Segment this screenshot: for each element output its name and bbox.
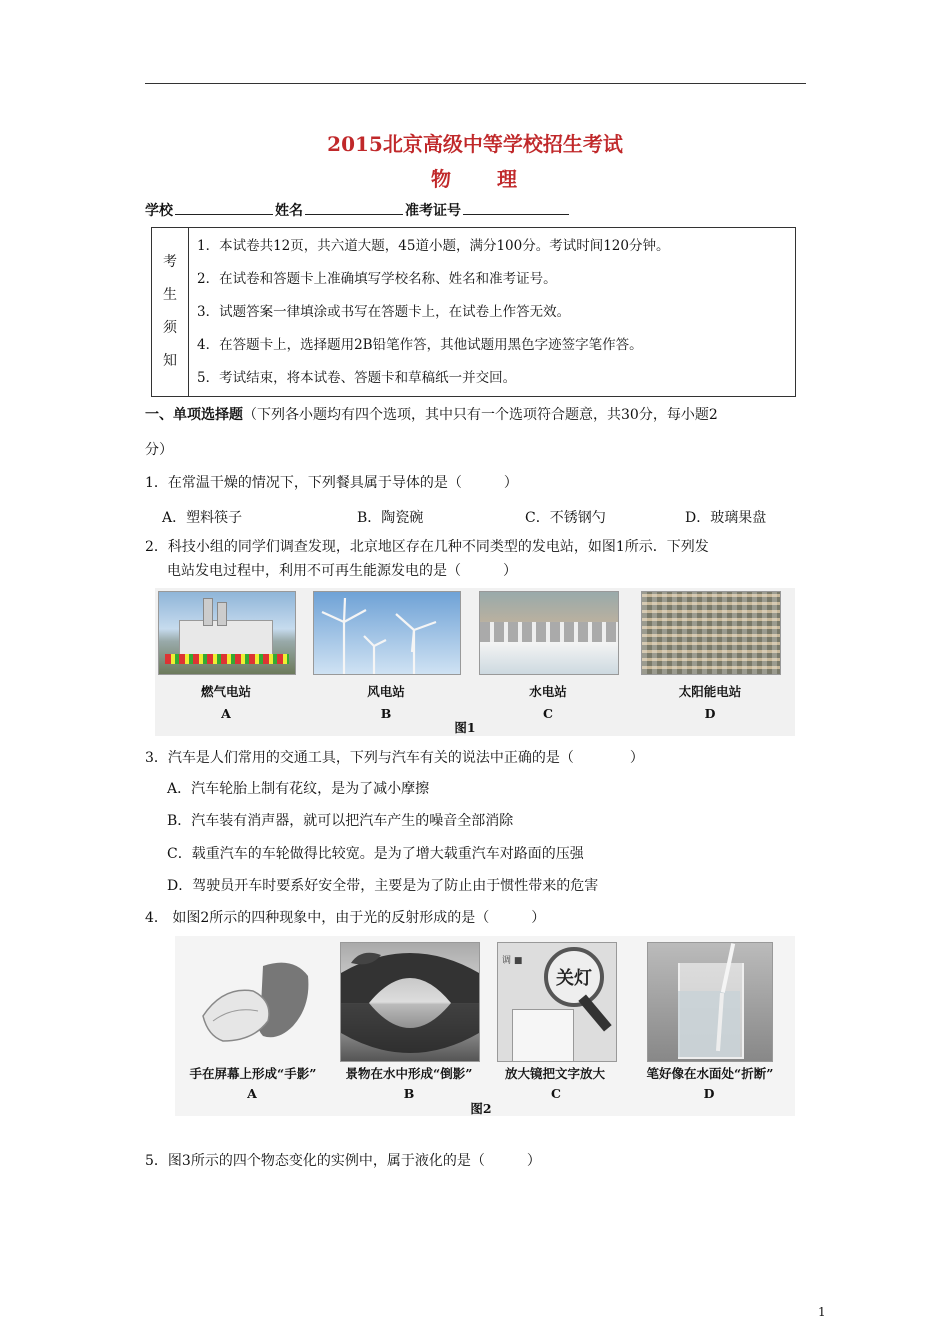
fig2-label: 图2	[470, 1101, 492, 1116]
pencil-in-water-photo	[647, 942, 773, 1062]
bridge-reflection-photo	[340, 942, 480, 1062]
hydro-power-station-photo	[479, 591, 619, 675]
school-field[interactable]	[175, 200, 273, 215]
q1-option-c: C．不锈钢勺	[525, 510, 606, 526]
fig1-letter-c: C	[543, 706, 553, 721]
fig2-letter-c: C	[551, 1086, 561, 1101]
gas-power-station-photo	[158, 591, 296, 675]
section1-heading: 一、单项选择题	[145, 407, 243, 423]
notice-item: 5．考试结束，将本试卷、答题卡和草稿纸一并交回。	[197, 370, 517, 386]
q3-option-c: C．载重汽车的车轮做得比较宽。是为了增大载重汽车对路面的压强	[167, 846, 584, 862]
q3-option-b: B．汽车装有消声器，就可以把汽车产生的噪音全部消除	[167, 813, 514, 829]
notice-item: 1．本试卷共12页，共六道大题，45道小题，满分100分。考试时间120分钟。	[197, 238, 670, 254]
subject-title: 物 理	[431, 167, 519, 191]
section1-desc: （下列各小题均有四个选项，其中只有一个选项符合题意，共30分，每小题2	[243, 407, 718, 423]
fig2-letter-d: D	[703, 1086, 715, 1101]
notice-items	[197, 231, 669, 396]
fig1-caption-a: 燃气电站	[200, 684, 251, 699]
fig2-caption-c: 放大镜把文字放大	[504, 1066, 605, 1081]
q1-option-d: D．玻璃果盘	[685, 510, 767, 526]
fig1-caption-b: 风电站	[367, 684, 405, 699]
notice-box	[151, 227, 796, 397]
fig2-caption-a: 手在屏幕上形成“手影”	[189, 1066, 317, 1081]
notice-heading: 考 生 须 知	[152, 228, 189, 396]
fig1-letter-d: D	[704, 706, 716, 721]
page-number: 1	[818, 1305, 826, 1319]
exam-title: 2015北京高级中等学校招生考试	[327, 132, 623, 156]
q1-option-a: A．塑料筷子	[162, 510, 243, 526]
notice-item: 3．试题答案一律填涂或书写在答题卡上，在试卷上作答无效。	[197, 304, 571, 320]
section1-desc-cont: 分）	[145, 442, 173, 458]
magnifier-photo: 调 ■ 关灯	[497, 942, 617, 1062]
q5-stem: 5．图3所示的四个物态变化的实例中，属于液化的是（ ）	[145, 1153, 541, 1169]
q1-stem: 1．在常温干燥的情况下，下列餐具属于导体的是（ ）	[145, 475, 518, 491]
name-label: 姓名	[275, 203, 303, 219]
q2-stem-cont: 电站发电过程中，利用不可再生能源发电的是（ ）	[167, 563, 517, 579]
q3-stem: 3．汽车是人们常用的交通工具，下列与汽车有关的说法中正确的是（ ）	[145, 750, 644, 766]
fig1-letter-a: A	[221, 706, 231, 721]
name-field[interactable]	[305, 200, 403, 215]
fig1-letter-b: B	[380, 706, 392, 721]
wind-power-station-photo	[313, 591, 461, 675]
fig1-label: 图1	[454, 720, 476, 735]
school-label: 学校	[145, 203, 173, 219]
figure-2	[175, 936, 795, 1116]
q2-stem: 2．科技小组的同学们调查发现，北京地区存在几种不同类型的发电站，如图1所示．下列发	[145, 539, 709, 555]
hand-shadow-photo	[183, 946, 321, 1058]
id-field[interactable]	[463, 200, 569, 215]
q4-stem: 4． 如图2所示的四种现象中，由于光的反射形成的是（ ）	[145, 910, 546, 926]
figure-1	[155, 588, 795, 736]
q3-option-d: D．驾驶员开车时要系好安全带，主要是为了防止由于惯性带来的危害	[167, 878, 599, 894]
solar-power-station-photo	[641, 591, 781, 675]
notice-item: 2．在试卷和答题卡上准确填写学校名称、姓名和准考证号。	[197, 271, 557, 287]
fig2-caption-d: 笔好像在水面处“折断”	[646, 1066, 774, 1081]
section1-header	[145, 404, 718, 424]
id-label: 准考证号	[405, 203, 461, 219]
fig1-caption-c: 水电站	[529, 684, 567, 699]
fig1-caption-d: 太阳能电站	[678, 684, 742, 699]
magnified-sign-text: 关灯	[544, 947, 604, 1007]
notice-item: 4．在答题卡上，选择题用2B铅笔作答，其他试题用黑色字迹签字笔作答。	[197, 337, 643, 353]
fig2-caption-b: 景物在水中形成“倒影”	[345, 1066, 473, 1081]
fig2-letter-a: A	[247, 1086, 257, 1101]
fig2-letter-b: B	[403, 1086, 415, 1101]
q1-option-b: B．陶瓷碗	[357, 510, 424, 526]
candidate-info-row	[145, 200, 571, 220]
header-rule	[145, 83, 806, 84]
q3-option-a: A．汽车轮胎上制有花纹，是为了减小摩擦	[167, 781, 430, 797]
